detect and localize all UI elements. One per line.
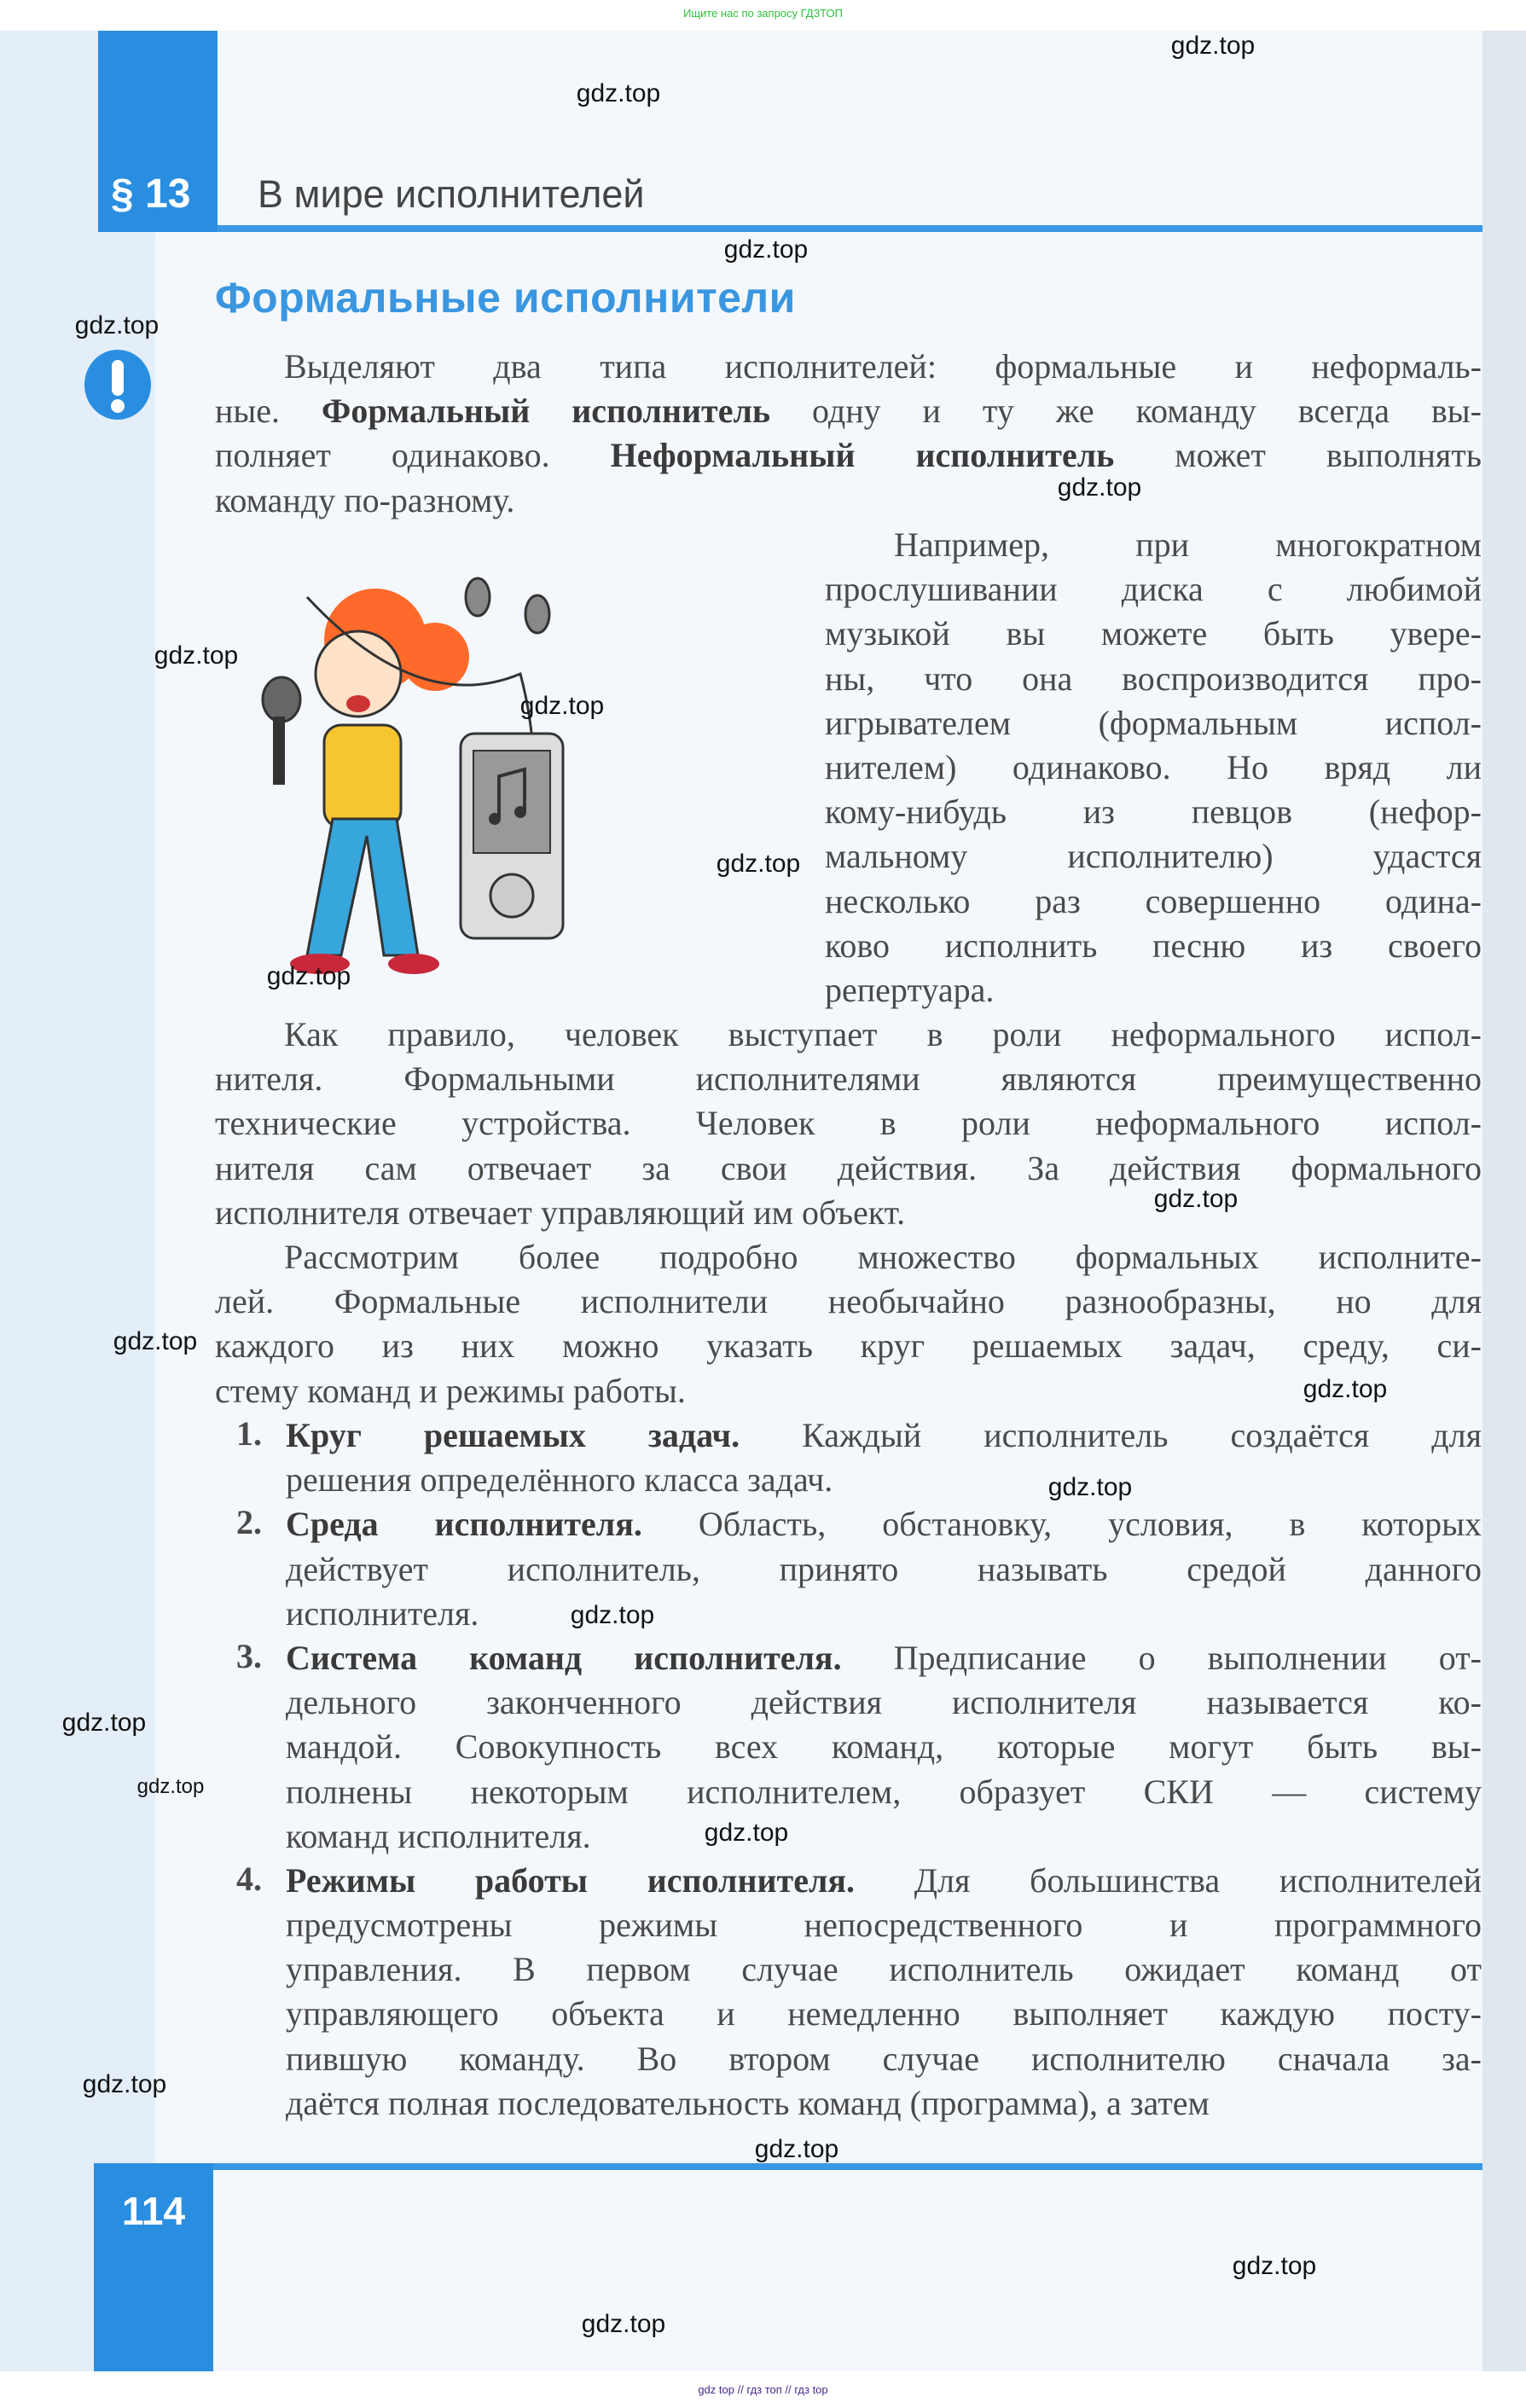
text-line — [286, 1502, 1482, 1546]
text-segment: управления. В первом случае исполнитель ожидает команд от — [286, 1950, 1482, 1989]
text-segment: полнены некоторым исполнителем, образует СКИ — систему — [286, 1772, 1482, 1811]
text-line — [286, 1814, 1482, 1859]
text-line — [215, 1013, 1482, 1057]
text-line — [286, 1680, 1482, 1725]
watermark: gdz.top — [1057, 473, 1142, 502]
text-line — [215, 1324, 1482, 1368]
text-line — [825, 968, 1482, 1013]
text-segment: решения определённого класса задач. — [286, 1460, 833, 1500]
text-line — [825, 701, 1482, 746]
text-segment: ны, что она воспроизводится про- — [825, 659, 1482, 698]
watermark: gdz.top — [754, 2135, 839, 2163]
text-segment: полняет одинаково. — [215, 436, 611, 475]
text-line — [825, 657, 1482, 701]
bold-term: Неформальный исполнитель — [610, 436, 1115, 475]
text-line — [825, 746, 1482, 790]
list-item — [236, 1859, 1482, 2126]
text-line — [825, 834, 1482, 879]
page-number: 114 — [121, 2189, 186, 2233]
text-line — [215, 1279, 1482, 1324]
text-segment: каждого из них можно указать круг решаемых задач, среду, си- — [215, 1326, 1482, 1366]
watermark: gdz.top — [61, 1709, 147, 1737]
text-segment: лей. Формальные исполнители необычайно разнообразны, но для — [215, 1282, 1482, 1321]
watermark: gdz.top — [716, 850, 801, 878]
text-segment: несколько раз совершенно одина- — [825, 881, 1482, 920]
text-line — [825, 567, 1482, 612]
bold-term: Среда исполнителя. — [286, 1505, 642, 1544]
text-segment: Каждый исполнитель создаётся для — [740, 1416, 1482, 1454]
text-segment: может выполнять — [1114, 436, 1482, 475]
text-segment: Например, при многократном — [894, 525, 1482, 564]
watermark: gdz.top — [704, 1819, 789, 1847]
paragraph-more — [215, 1235, 1482, 1413]
text-segment: прослушивании диска с любимой — [825, 570, 1482, 609]
top-banner — [0, 0, 1526, 32]
text-segment: управляющего объекта и немедленно выполняет каждую посту- — [286, 1994, 1482, 2034]
watermark: gdz.top — [723, 235, 809, 264]
text-segment: Выделяют два типа исполнителей: формальные и неформаль- — [284, 347, 1482, 386]
text-line — [286, 1903, 1482, 1947]
text-segment: Предписание о выполнении от- — [841, 1638, 1482, 1677]
text-line — [215, 1146, 1482, 1191]
text-line — [825, 879, 1482, 924]
text-segment: исполнителя отвечает управляющий им объект. — [215, 1192, 906, 1232]
text-line — [825, 924, 1482, 968]
text-line — [286, 2081, 1482, 2126]
watermark: gdz.top — [1232, 2252, 1317, 2280]
text-segment: даётся полная последовательность команд (программа), а затем — [286, 2083, 1210, 2122]
list-number: 2. — [236, 1503, 262, 1542]
text-line — [825, 612, 1482, 656]
bold-term: Система команд исполнителя. — [286, 1638, 842, 1677]
text-line — [286, 1636, 1482, 1680]
text-segment: ные. — [215, 392, 322, 431]
text-line — [215, 479, 1482, 523]
properties-list — [236, 1413, 1482, 2126]
bold-term: Режимы работы исполнителя. — [286, 1860, 856, 1900]
text-line — [286, 2037, 1482, 2081]
section-number: § 13 — [111, 171, 191, 217]
text-line — [825, 790, 1482, 834]
right-margin — [1482, 31, 1526, 2371]
bold-term: Формальный исполнитель — [322, 392, 771, 431]
text-segment: Рассмотрим более подробно множество формальных исполните- — [284, 1238, 1482, 1276]
text-segment: ково исполнить песню из своего — [825, 925, 1482, 965]
text-segment: игрывателем (формальным испол- — [825, 703, 1482, 742]
watermark: gdz.top — [154, 641, 239, 670]
text-line — [825, 523, 1482, 567]
text-line — [215, 345, 1482, 389]
list-item — [236, 1413, 1482, 1502]
text-segment: Для большинства исполнителей — [855, 1860, 1482, 1900]
list-number: 4. — [236, 1859, 262, 1898]
text-segment: Область, обстановку, условия, в которых — [641, 1505, 1482, 1544]
footer-rule — [94, 2163, 1482, 2170]
text-line — [286, 1947, 1482, 1992]
watermark: gdz.top — [1170, 32, 1256, 60]
text-segment: нителя сам отвечает за свои действия. За действия формального — [215, 1148, 1482, 1187]
text-segment: пившую команду. Во втором случае исполнителю сначала за- — [286, 2039, 1482, 2078]
list-item — [236, 1636, 1482, 1859]
text-segment: репертуара. — [825, 970, 995, 1009]
text-line — [215, 1369, 1482, 1413]
watermark: gdz.top — [570, 1601, 655, 1629]
watermark: gdz.top — [576, 79, 661, 107]
watermark: gdz.top — [82, 2070, 167, 2098]
text-segment: одну и ту же команду всегда вы- — [770, 392, 1482, 431]
watermark: gdz.top — [74, 311, 160, 339]
list-item — [236, 1502, 1482, 1636]
intro-paragraph — [215, 345, 1482, 523]
footer — [0, 2371, 1526, 2408]
watermark: gdz.top — [113, 1327, 198, 1355]
text-line — [215, 1101, 1482, 1146]
text-line — [286, 1992, 1482, 2036]
girl-singing-illustration — [247, 546, 759, 989]
text-line — [286, 1458, 1482, 1502]
text-segment: кому-нибудь из певцов (нефор- — [825, 792, 1482, 832]
exclamation-icon — [84, 350, 151, 420]
text-line — [215, 1057, 1482, 1101]
paragraph-rule — [215, 1013, 1482, 1235]
example-paragraph — [825, 523, 1482, 1013]
text-line — [215, 1191, 1482, 1235]
list-number: 1. — [236, 1414, 262, 1453]
text-line — [215, 433, 1482, 478]
text-segment: музыкой вы можете быть увере- — [825, 614, 1482, 653]
watermark: gdz.top — [1303, 1375, 1388, 1403]
section-title: В мире исполнителей — [258, 172, 645, 216]
watermark: gdz.top — [519, 692, 605, 720]
earphones-icon — [466, 578, 549, 633]
text-line — [286, 1725, 1482, 1769]
bold-term: Круг решаемых задач. — [286, 1416, 740, 1454]
girl-figure — [263, 589, 469, 974]
text-line — [215, 1235, 1482, 1279]
banner-text: Ищите нас по запросу ГДЗТОП — [682, 7, 843, 20]
text-segment: нителя. Формальными исполнителями являются преимущественно — [215, 1059, 1482, 1099]
text-line — [286, 1413, 1482, 1458]
text-segment: мальному исполнителю) удастся — [825, 837, 1482, 876]
text-line — [215, 389, 1482, 433]
text-segment: стему команд и режимы работы. — [215, 1371, 686, 1410]
subheading: Формальные исполнители — [215, 274, 796, 322]
list-number: 3. — [236, 1636, 262, 1675]
footer-text: gdz top // гдз топ // гдз top — [698, 2383, 828, 2396]
text-segment: дельного законченного действия исполнителя называется ко- — [286, 1683, 1482, 1722]
watermark: gdz.top — [136, 1775, 205, 1798]
text-line — [286, 1592, 1482, 1636]
text-segment: исполнителя. — [286, 1593, 479, 1633]
text-segment: нителем) одинаково. Но вряд ли — [825, 747, 1482, 786]
watermark: gdz.top — [581, 2310, 666, 2338]
text-line — [286, 1859, 1482, 1903]
watermark: gdz.top — [1153, 1185, 1239, 1213]
watermark: gdz.top — [1047, 1473, 1133, 1501]
text-segment: Как правило, человек выступает в роли неформального испол- — [284, 1015, 1482, 1053]
header-rule — [218, 225, 1482, 232]
watermark: gdz.top — [266, 962, 351, 990]
text-line — [286, 1547, 1482, 1592]
text-segment: команд исполнителя. — [286, 1816, 591, 1855]
text-segment: команду по-разному. — [215, 480, 515, 519]
text-segment: мандой. Совокупность всех команд, которые могут быть вы- — [286, 1727, 1482, 1767]
text-segment: предусмотрены режимы непосредственного и программного — [286, 1906, 1482, 1945]
text-segment: технические устройства. Человек в роли неформального испол- — [215, 1104, 1482, 1143]
text-segment: действует исполнитель, принято называть средой данного — [286, 1549, 1482, 1588]
text-line — [286, 1770, 1482, 1814]
